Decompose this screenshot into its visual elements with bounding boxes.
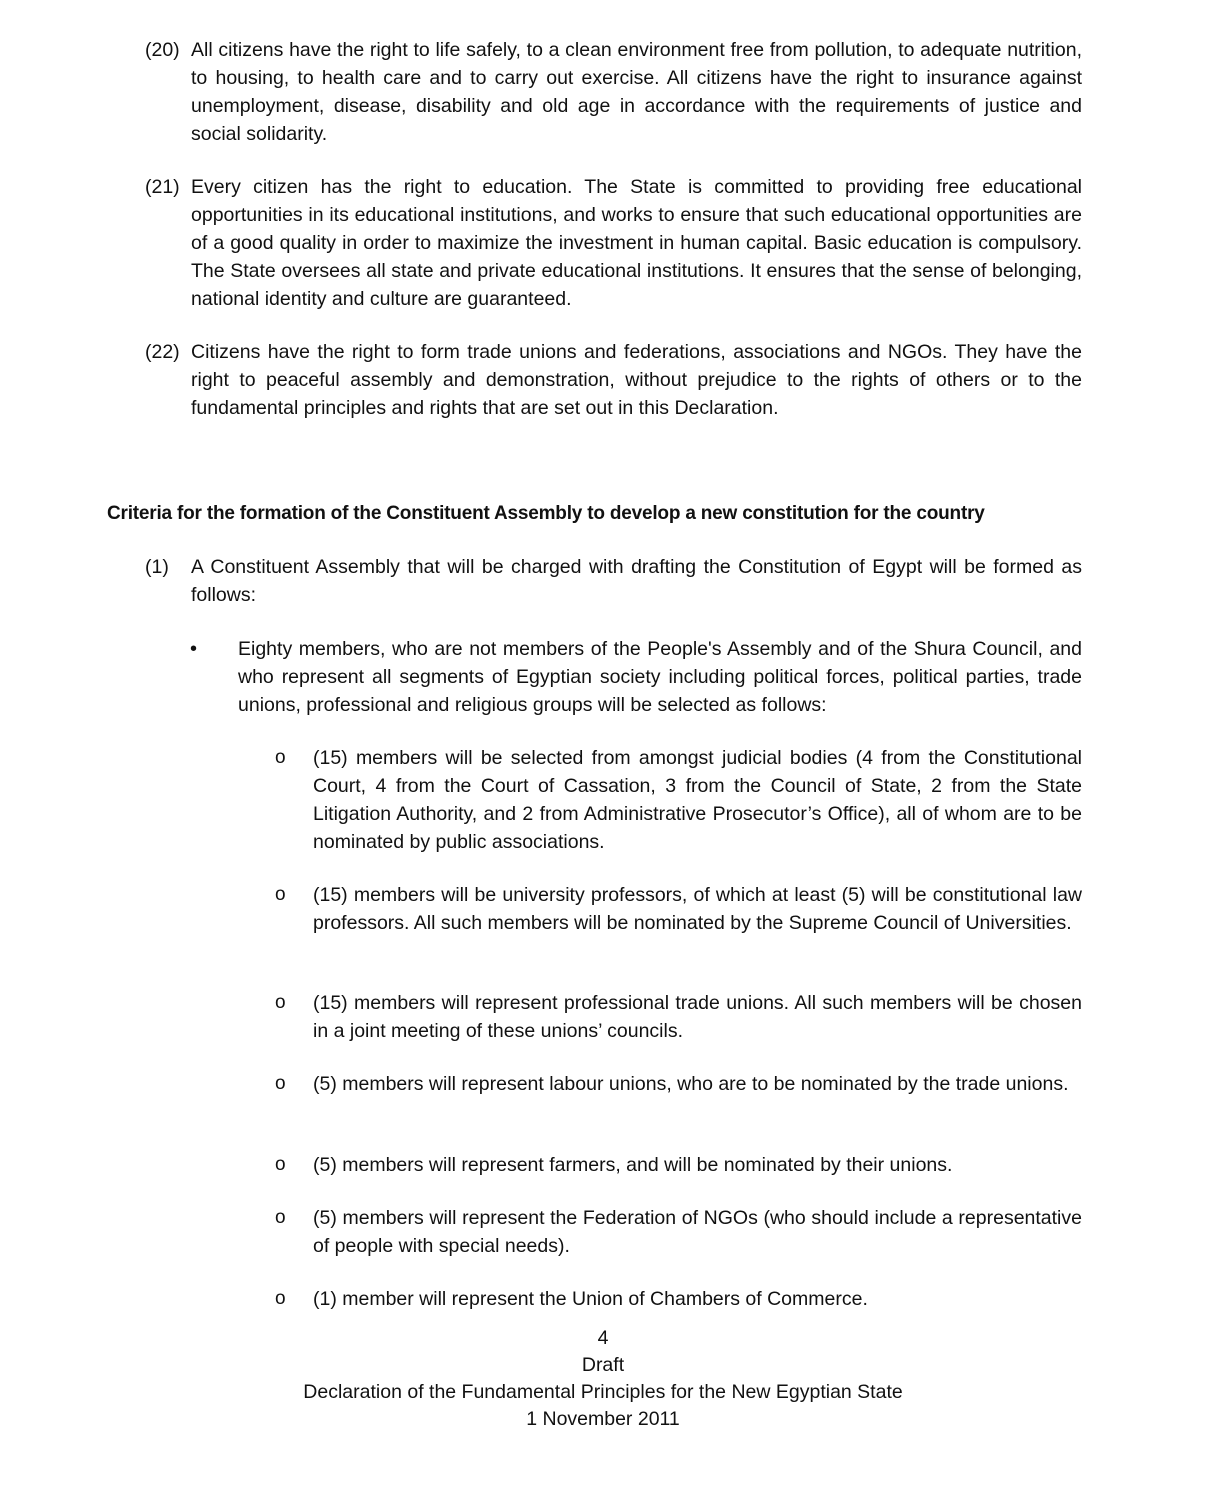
article-number: (22) [145, 341, 180, 363]
article-number: (21) [145, 176, 180, 198]
sub-item-commerce [275, 1285, 1082, 1313]
section-heading: Criteria for the formation of the Constituent Assembly to develop a new constitution for the country [107, 503, 985, 524]
article-22 [145, 338, 1082, 422]
sub-item-text: (5) members will represent the Federation of NGOs (who should include a representative of people with special needs). [313, 1207, 1082, 1257]
article-20 [145, 36, 1082, 148]
article-text: All citizens have the right to life safely, to a clean environment free from pollution, to adequate nutrition, to housing, to health care and to carry out exercise. All citizens have the right to insurance against unemployment, disease, disability and old age in accordance with the requirements of justice and social solidarity. [191, 39, 1082, 145]
sub-item-text: (15) members will be university professors, of which at least (5) will be constitutional law professors. All such members will be nominated by the Supreme Council of Universities. [313, 884, 1082, 934]
article-number: (20) [145, 39, 180, 61]
bullet-text: Eighty members, who are not members of the People's Assembly and of the Shura Council, and who represent all segments of Egyptian society including political forces, political parties, trade unions, professional and religious groups will be selected as follows: [238, 638, 1082, 716]
sub-item-judicial [275, 744, 1082, 856]
article-text: Citizens have the right to form trade unions and federations, associations and NGOs. They have the right to peaceful assembly and demonstration, without prejudice to the rights of others or to the fundamental principles and rights that are set out in this Declaration. [191, 341, 1082, 419]
sub-item-text: (15) members will be selected from amongst judicial bodies (4 from the Constitutional Court, 4 from the Court of Cassation, 3 from the Council of State, 2 from the State Litigation Authority, and 2 from Administrative Prosecutor’s Office), all of whom are to be nominated by public associations. [313, 747, 1082, 853]
sub-item-labour-unions [275, 1070, 1082, 1098]
circle-bullet-icon: o [275, 1073, 286, 1094]
article-text: Every citizen has the right to education. The State is committed to providing free educational opportunities in its educational institutions, and works to ensure that such educational opportunities are of a good quality in order to maximize the investment in human capital. Basic education is compulsory. The State oversees all state and private educational institutions. It ensures that the sense of belonging, national identity and culture are guaranteed. [191, 176, 1082, 310]
footer-status: Draft [581, 1354, 625, 1376]
circle-bullet-icon: o [275, 884, 286, 905]
sub-item-farmers [275, 1151, 1082, 1179]
sub-item-text: (15) members will represent professional trade unions. All such members will be chosen in a joint meeting of these unions’ councils. [313, 992, 1082, 1042]
circle-bullet-icon: o [275, 1207, 286, 1228]
sub-item-ngos [275, 1204, 1082, 1260]
sub-item-text: (5) members will represent farmers, and will be nominated by their unions. [313, 1154, 953, 1176]
bullet-item [190, 635, 1082, 719]
article-21 [145, 173, 1082, 313]
bullet-icon: • [190, 638, 198, 660]
sub-item-text: (1) member will represent the Union of Chambers of Commerce. [313, 1288, 868, 1310]
circle-bullet-icon: o [275, 1288, 286, 1309]
circle-bullet-icon: o [275, 992, 286, 1013]
page-number: 4 [597, 1327, 609, 1349]
footer-title: Declaration of the Fundamental Principles for the New Egyptian State [303, 1381, 903, 1403]
circle-bullet-icon: o [275, 1154, 286, 1175]
sub-item-text: (5) members will represent labour unions, who are to be nominated by the trade unions. [313, 1073, 1069, 1095]
circle-bullet-icon: o [275, 747, 286, 768]
criteria-text: A Constituent Assembly that will be charged with drafting the Constitution of Egypt will be formed as follows: [191, 556, 1082, 606]
criteria-item-1 [145, 553, 1082, 609]
footer-date: 1 November 2011 [526, 1408, 680, 1430]
criteria-number: (1) [145, 556, 169, 578]
sub-item-professional-unions [275, 989, 1082, 1045]
sub-item-professors [275, 881, 1082, 937]
